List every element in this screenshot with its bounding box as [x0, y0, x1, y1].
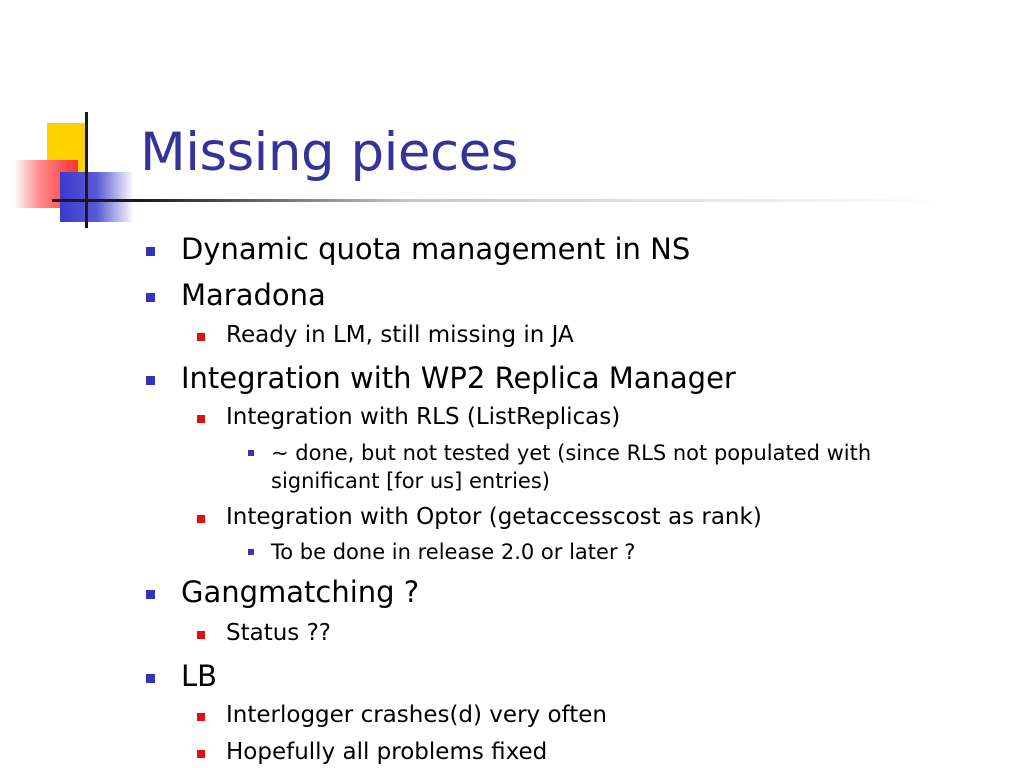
bullet-text: Maradona — [181, 278, 326, 312]
bullet-text: Integration with WP2 Replica Manager — [181, 361, 736, 395]
bullet-text: ~ done, but not tested yet (since RLS not populated with — [271, 441, 872, 465]
sub-bullet-square-icon — [197, 750, 205, 758]
bullet-item — [181, 278, 326, 312]
slide-title: Missing pieces — [140, 122, 518, 183]
bullet-text: Dynamic quota management in NS — [181, 232, 691, 266]
bullet-text: LB — [181, 659, 218, 693]
sub-sub-bullet-square-icon — [248, 450, 254, 456]
sub-bullet-square-icon — [197, 631, 205, 639]
sub-bullet-square-icon — [197, 333, 205, 341]
decor-blue-square — [60, 172, 134, 222]
bullet-item — [181, 575, 419, 609]
sub-bullet-item — [226, 739, 547, 765]
bullet-text: Integration with RLS (ListReplicas) — [226, 404, 621, 430]
bullet-square-icon — [146, 293, 155, 302]
sub-bullet-square-icon — [197, 415, 205, 423]
sub-bullet-item — [226, 504, 762, 530]
bullet-square-icon — [146, 376, 155, 385]
bullet-text: Integration with Optor (getaccesscost as rank) — [226, 504, 762, 530]
bullet-text: Hopefully all problems fixed — [226, 739, 548, 765]
bullet-item — [181, 361, 736, 395]
bullet-square-icon — [146, 247, 155, 256]
bullet-square-icon — [146, 590, 155, 599]
bullet-square-icon — [146, 674, 155, 683]
bullet-text: To be done in release 2.0 or later ? — [271, 540, 636, 564]
sub-bullet-item — [226, 404, 620, 430]
bullet-text-continuation — [271, 467, 550, 495]
sub-sub-bullet-item — [271, 439, 871, 467]
sub-sub-bullet-item — [271, 538, 635, 566]
bullet-text: Ready in LM, still missing in JA — [226, 322, 574, 348]
sub-bullet-item — [226, 620, 331, 646]
bullet-item — [181, 659, 217, 693]
bullet-text: Gangmatching ? — [181, 575, 420, 609]
sub-bullet-item — [226, 702, 607, 728]
sub-bullet-square-icon — [197, 713, 205, 721]
title-underline — [52, 199, 952, 202]
sub-sub-bullet-square-icon — [248, 549, 254, 555]
bullet-text: Status ?? — [226, 620, 332, 646]
bullet-item — [181, 232, 690, 266]
sub-bullet-square-icon — [197, 515, 205, 523]
bullet-text: significant [for us] entries) — [271, 469, 550, 493]
sub-bullet-item — [226, 322, 574, 348]
bullet-text: Interlogger crashes(d) very often — [226, 702, 607, 728]
decor-vertical-line — [85, 112, 88, 228]
